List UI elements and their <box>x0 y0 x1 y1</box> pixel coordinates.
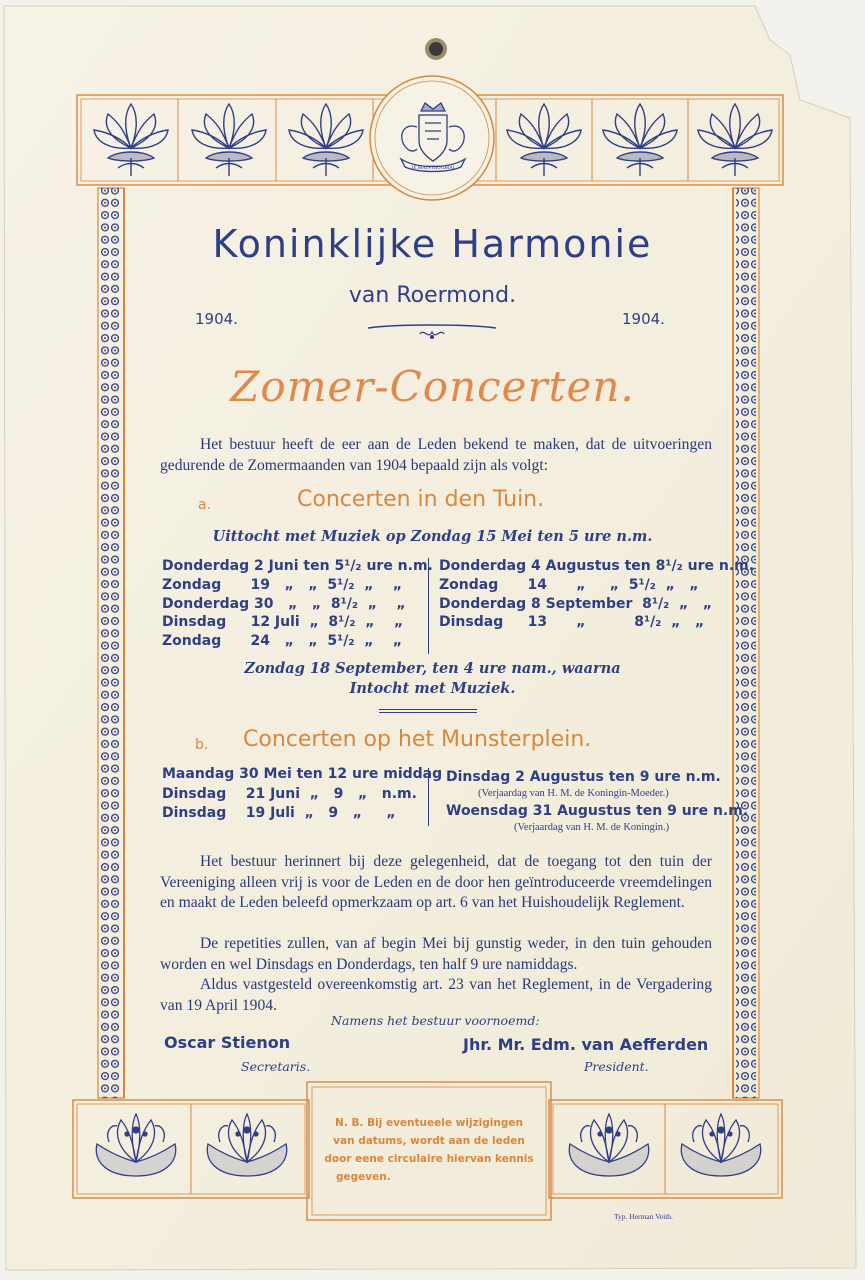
page-title: Koninklijke Harmonie <box>212 222 653 266</box>
main-heading: Zomer-Concerten. <box>230 362 635 411</box>
section-divider <box>379 709 477 713</box>
schedule-row: Zondag 19 „ „ 5¹/₂ „ „ <box>162 577 403 593</box>
lotus-icon <box>597 100 683 180</box>
body-paragraph: Het bestuur herinnert bij deze gelegenheid, dat de toegang tot den tuin der Vereeniging alleen vrij is voor de Leden en de door hen geïntroduceerde vreemdelingen en maakt de Leden beleefd opmerkzaam op art. 6 van het Huishoudelijk Reglement. <box>160 853 712 911</box>
schedule-row: Donderdag 2 Juni ten 5¹/₂ ure n.m. <box>162 558 433 574</box>
section-b-title: Concerten op het Munsterplein. <box>243 727 592 752</box>
svg-text:JE MAINTIENDRAI: JE MAINTIENDRAI <box>411 166 455 171</box>
page-subtitle: van Roermond. <box>348 283 517 308</box>
schedule-row: Dinsdag 2 Augustus ten 9 ure n.m. <box>446 769 721 785</box>
signature-role-president: President. <box>584 1059 649 1074</box>
nb-line: van datums, wordt aan de leden <box>333 1135 525 1147</box>
signature-name-secretary: Oscar Stienon <box>164 1033 291 1052</box>
signature-role-secretary: Secretaris. <box>241 1059 311 1074</box>
schedule-row: Zondag 24 „ „ 5¹/₂ „ „ <box>162 633 403 649</box>
schedule-row: Dinsdag 21 Juni „ 9 „ n.m. <box>162 786 417 802</box>
section-b-letter: b. <box>195 737 209 753</box>
column-divider <box>428 558 429 654</box>
royal-crest-icon <box>387 97 479 181</box>
schedule-row: Maandag 30 Mei ten 12 ure middag <box>162 766 443 782</box>
lotus-icon <box>283 100 369 180</box>
signature-name-president: Jhr. Mr. Edm. van Aefferden <box>463 1035 709 1054</box>
section-a-closing-2: Intocht met Muziek. <box>349 680 516 697</box>
schedule-row: Donderdag 4 Augustus ten 8¹/₂ ure n.m. <box>439 558 755 574</box>
schedule-row: Dinsdag 19 Juli „ 9 „ „ <box>162 805 396 821</box>
signature-intro: Namens het bestuur voornoemd: <box>331 1013 540 1028</box>
lotus-icon <box>692 100 778 180</box>
schedule-row: Donderdag 8 September 8¹/₂ „ „ <box>439 596 713 612</box>
peony-icon <box>196 1106 298 1192</box>
printer-credit: Typ. Herman Veith. <box>614 1212 673 1221</box>
section-a-opening: Uittocht met Muziek op Zondag 15 Mei ten 5 ure n.m. <box>212 528 653 545</box>
column-divider <box>428 768 429 826</box>
schedule-row: Woensdag 31 Augustus ten 9 ure n.m. <box>446 803 749 819</box>
schedule-note: (Verjaardag van H. M. de Koningin.) <box>514 822 670 833</box>
nb-line: N. B. Bij eventueele wijzigingen <box>335 1117 523 1129</box>
year-right: 1904. <box>622 310 665 328</box>
lotus-icon <box>186 100 272 180</box>
nb-line: gegeven. <box>336 1171 391 1183</box>
schedule-row: Dinsdag 12 Juli „ 8¹/₂ „ „ <box>162 614 404 630</box>
schedule-row: Donderdag 30 „ „ 8¹/₂ „ „ <box>162 596 406 612</box>
lotus-icon <box>88 100 174 180</box>
schedule-row: Dinsdag 13 „ 8¹/₂ „ „ <box>439 614 705 630</box>
schedule-note: (Verjaardag van H. M. de Koningin-Moeder.) <box>478 788 669 799</box>
section-a-title: Concerten in den Tuin. <box>297 487 545 512</box>
nb-line: door eene circulaire hiervan kennis <box>324 1153 534 1165</box>
section-a-closing-1: Zondag 18 September, ten 4 ure nam., waarna <box>244 660 621 677</box>
body-paragraph: Aldus vastgesteld overeenkomstig art. 23 van het Reglement, in de Vergadering van 19 April 1904. <box>160 976 712 1014</box>
lotus-icon <box>501 100 587 180</box>
year-left: 1904. <box>195 310 238 328</box>
body-paragraph: De repetities zullen, van af begin Mei bij gunstig weder, in den tuin gehouden worden en wel Dinsdags en Donderdags, ten half 9 ure namiddags. <box>160 935 712 973</box>
peony-icon <box>558 1106 660 1192</box>
nb-notice <box>318 1114 540 1186</box>
peony-icon <box>85 1106 187 1192</box>
peony-icon <box>670 1106 772 1192</box>
schedule-row: Zondag 14 „ „ 5¹/₂ „ „ <box>439 577 699 593</box>
ornament-divider <box>366 322 498 344</box>
section-a-letter: a. <box>198 497 212 513</box>
intro-paragraph: Het bestuur heeft de eer aan de Leden bekend te maken, dat de uitvoeringen gedurende de Zomermaanden van 1904 bepaald zijn als volgt: <box>160 436 712 474</box>
